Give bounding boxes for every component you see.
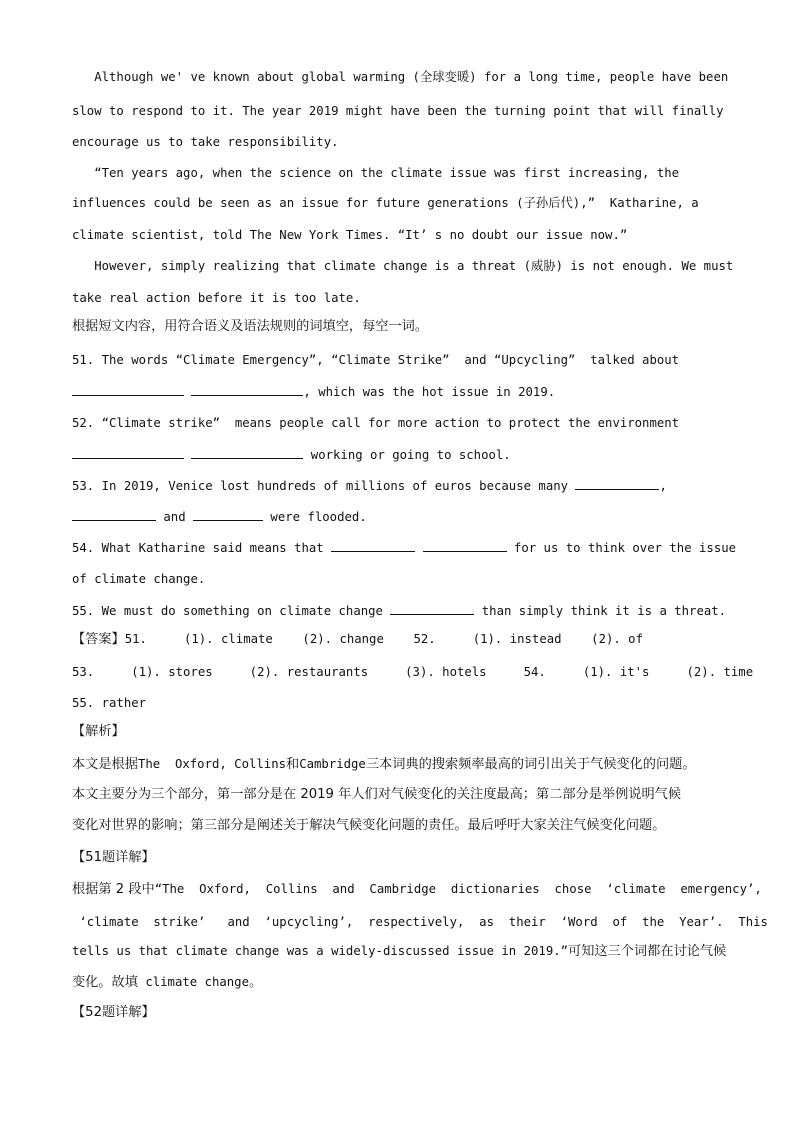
detail-text: tells us that climate change was a widely-discussed issue in 2019.” xyxy=(72,944,569,958)
passage-p2-line2: influences could be seen as an issue for future generations (子孙后代),” Katharine, a xyxy=(72,196,699,210)
detail-51-line1 xyxy=(72,881,762,898)
answer-line3: 55. rather xyxy=(72,696,147,710)
detail-text: “The Oxford, Collins and Cambridge dictionaries chose ‘climate emergency’, xyxy=(154,882,762,896)
question-53-and: and xyxy=(156,510,194,524)
analysis-line3: 变化对世界的影响；第三部分是阐述关于解决气候变化问题的责任。最后呼吁大家关注气候变化问题。 xyxy=(72,818,666,833)
detail-51-line4 xyxy=(72,974,262,991)
instruction-text: 根据短文内容，用符合语义及语法规则的词填空，每空一词。 xyxy=(72,319,429,334)
answer-label: 【答案】 xyxy=(72,632,125,647)
question-53-text: 53. In 2019, Venice lost hundreds of millions of euros because many xyxy=(72,479,576,493)
question-55-text: 55. We must do something on climate change xyxy=(72,604,391,618)
question-54-line1 xyxy=(72,539,736,556)
detail-text: 可知这三个词都在讨论气候 xyxy=(568,944,727,959)
question-54-tail: for us to think over the issue xyxy=(506,541,737,555)
answer-blank[interactable] xyxy=(390,602,474,615)
question-51-line2 xyxy=(72,383,555,400)
detail-text: 。 xyxy=(249,975,263,990)
question-51-tail: , which was the hot issue in 2019. xyxy=(303,385,556,399)
detail-text: 根据第 2 段中 xyxy=(72,882,155,897)
answer-line2: 53. (1). stores (2). restaurants (3). hotels 54. (1). it's (2). time xyxy=(72,665,754,679)
question-54-line2: of climate change. xyxy=(72,572,206,586)
analysis-text: 三本词典的搜索频率最高的词引出关于气候变化的问题。 xyxy=(365,757,696,772)
question-55-tail: than simply think it is a threat. xyxy=(474,604,727,618)
passage-p1-line1: Although we' ve known about global warming (全球变暖) for a long time, people have been xyxy=(72,70,729,84)
answer-blank[interactable] xyxy=(72,446,184,459)
passage-p2-line1: “Ten years ago, when the science on the climate issue was first increasing, the xyxy=(72,166,680,180)
passage-p3-line2: take real action before it is too late. xyxy=(72,291,361,305)
answer-blank[interactable] xyxy=(191,446,303,459)
passage-p2-line3: climate scientist, told The New York Times. “It’ s no doubt our issue now.” xyxy=(72,228,628,242)
passage-p1-line2: slow to respond to it. The year 2019 might have been the turning point that will finally xyxy=(72,104,724,118)
question-54-text: 54. What Katharine said means that xyxy=(72,541,332,555)
analysis-text: 本文是根据 xyxy=(72,757,138,772)
analysis-label: 【解析】 xyxy=(72,724,125,739)
analysis-line1 xyxy=(72,756,696,773)
answer-blank[interactable] xyxy=(575,477,659,490)
detail-51-line3 xyxy=(72,943,726,960)
question-55-line1 xyxy=(72,602,726,619)
question-51-line1: 51. The words “Climate Emergency”, “Climate Strike” and “Upcycling” talked about xyxy=(72,353,680,367)
answer-blank[interactable] xyxy=(191,383,303,396)
answer-blank[interactable] xyxy=(423,539,507,552)
analysis-line2: 本文主要分为三个部分，第一部分是在 2019 年人们对气候变化的关注度最高；第二部分是举例说明气候 xyxy=(72,787,682,802)
question-53-line2 xyxy=(72,508,367,525)
answer-blank[interactable] xyxy=(72,383,184,396)
analysis-text: 和 xyxy=(286,757,300,772)
analysis-text: Cambridge xyxy=(299,757,366,771)
answer-line1 xyxy=(72,631,643,648)
answer-blank[interactable] xyxy=(193,508,263,521)
detail-52-label: 【52题详解】 xyxy=(72,1005,155,1020)
question-53-comma: , xyxy=(659,479,667,493)
question-53-line1 xyxy=(72,477,667,494)
detail-51-label: 【51题详解】 xyxy=(72,850,155,865)
passage-p1-line3: encourage us to take responsibility. xyxy=(72,135,339,149)
answer-blank[interactable] xyxy=(331,539,415,552)
answer-blank[interactable] xyxy=(72,508,156,521)
detail-text: climate change xyxy=(137,975,249,989)
detail-51-line2: ‘climate strike’ and ‘upcycling’, respectively, as their ‘Word of the Year’. This xyxy=(72,915,768,929)
analysis-text: The Oxford, Collins xyxy=(137,757,287,771)
question-52-line1: 52. “Climate strike” means people call for more action to protect the environment xyxy=(72,416,680,430)
detail-text: 变化。故填 xyxy=(72,975,138,990)
question-53-tail: were flooded. xyxy=(263,510,367,524)
question-52-line2 xyxy=(72,446,511,463)
passage-p3-line1: However, simply realizing that climate change is a threat (威胁) is not enough. We must xyxy=(72,259,734,273)
answer-text-1: 51. (1). climate (2). change 52. (1). instead (2). of xyxy=(124,632,643,646)
question-52-tail: working or going to school. xyxy=(303,448,511,462)
